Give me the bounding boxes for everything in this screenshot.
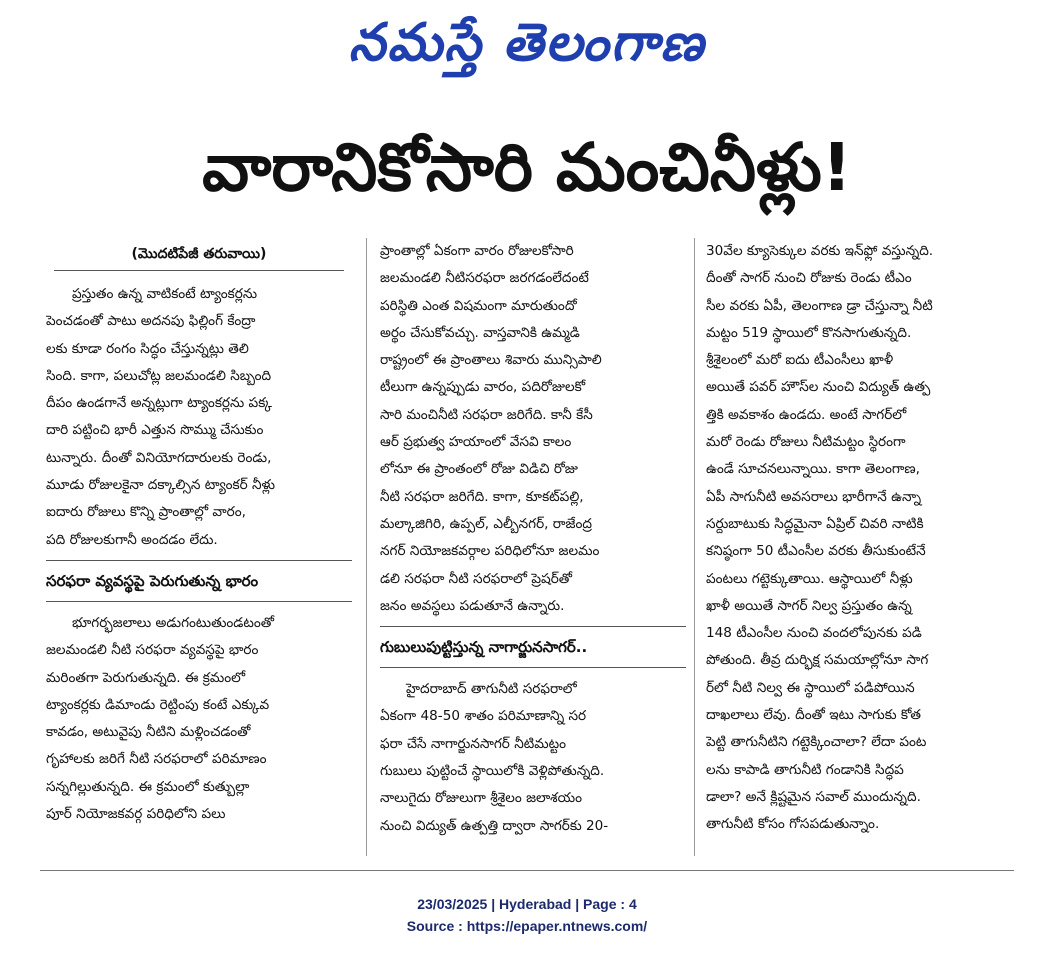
text-line: టీలుగా ఉన్నప్పుడు వారం, పదిరోజులకో xyxy=(380,379,586,396)
column1-paragraph-2 xyxy=(46,610,352,828)
footer-source-link[interactable]: Source : https://epaper.ntnews.com/ xyxy=(406,918,648,934)
text-line: ప్రస్తుతం ఉన్న వాటికంటే ట్యాంకర్లను xyxy=(72,286,258,302)
text-line: ఖాళీ అయితే సాగర్ నిల్వ ప్రస్తుతం ఉన్న xyxy=(706,597,912,614)
text-line: లోనూ ఈ ప్రాంతంలో రోజు విడిచి రోజు xyxy=(380,461,578,478)
text-line: జలమండలి నీటి సరఫరా వ్యవస్థపై భారం xyxy=(46,642,259,659)
text-line: పెంచడంతో పాటు అదనపు ఫిల్లింగ్ కేంద్రా xyxy=(46,313,256,330)
footer-edition-info: 23/03/2025 | Hyderabad | Page : 4 xyxy=(417,896,637,912)
text-line: త్తికి అవకాశం ఉండదు. అంటే సాగర్‌లో xyxy=(706,406,907,423)
text-line: నాలుగైదు రోజులుగా శ్రీశైలం జలాశయం xyxy=(380,790,582,807)
text-line: పంటలు గట్టెక్కుతాయి. ఆస్థాయిలో నీళ్లు xyxy=(706,570,913,587)
text-line: ట్యాంకర్లకు డిమాండు రెట్టింపు కంటే ఎక్కువ xyxy=(46,696,270,713)
text-line: లకు కూడా రంగం సిద్ధం చేస్తున్నట్లు తెలి xyxy=(46,340,249,357)
continuation-kicker: (మొదటిపేజీ తరువాయి) xyxy=(54,238,344,271)
text-line: తాగునీటి కోసం గోసపడుతున్నాం. xyxy=(706,816,880,833)
article-column-1 xyxy=(46,238,352,828)
text-line: ఫరా చేసే నాగార్జునసాగర్ నీటిమట్టం xyxy=(380,735,566,752)
text-line: డాలా? అనే క్లిష్టమైన సవాల్ ముందున్నది. xyxy=(706,788,921,805)
text-line: అయితే పవర్ హౌస్‌ల నుంచి విద్యుత్ ఉత్ప xyxy=(706,379,931,396)
column2-paragraph-2 xyxy=(380,676,686,840)
text-line: శ్రీశైలంలో మరో ఐదు టీఎంసీలు ఖాళీ xyxy=(706,352,894,369)
text-line: కావడం, అటువైపు నీటిని మళ్లించడంతో xyxy=(46,724,251,741)
text-line: జనం అవస్థలు పడుతూనే ఉన్నారు. xyxy=(380,597,565,614)
text-line: రాష్ట్రంలో ఈ ప్రాంతాలు శివారు మున్సిపాలి xyxy=(380,352,602,369)
text-line: ఐదారు రోజులు కొన్ని ప్రాంతాల్లో వారం, xyxy=(46,504,246,521)
text-line: సారి మంచినీటి సరఫరా జరిగేది. కానీ కేసీ xyxy=(380,406,593,423)
column3-paragraph-1 xyxy=(706,238,1010,839)
text-line: నగర్ నియోజకవర్గాల పరిధిలోనూ జలమం xyxy=(380,543,600,560)
text-line: పోతుంది. తీవ్ర దుర్భిక్ష సమయాల్లోనూ సాగ xyxy=(706,652,929,669)
article-column-3 xyxy=(706,238,1010,839)
text-line: ఆర్ ప్రభుత్వ హయాంలో వేసవి కాలం xyxy=(380,434,572,451)
text-line: డలి సరఫరా నీటి సరఫరాలో ప్రెషర్‌తో xyxy=(380,570,573,587)
column2-paragraph-1 xyxy=(380,238,686,620)
text-line: హైదరాబాద్ తాగునీటి సరఫరాలో xyxy=(406,681,577,698)
text-line: మట్టం 519 స్థాయిలో కొనసాగుతున్నది. xyxy=(706,324,912,341)
text-line: మల్కాజిగిరి, ఉప్పల్, ఎల్బీనగర్, రాజేంద్ర xyxy=(380,515,592,532)
text-line: సర్దుబాటుకు సిద్ధమైనా ఏప్రిల్ చివరి నాటికి xyxy=(706,515,924,532)
text-line: గృహాలకు జరిగే నీటి సరఫరాలో పరిమాణం xyxy=(46,751,267,768)
text-line: పరిస్థితి ఎంత విషమంగా మారుతుందో xyxy=(380,297,577,314)
text-line: ప్రాంతాల్లో ఏకంగా వారం రోజులకోసారి xyxy=(380,243,574,259)
text-line: దీపం ఉండగానే అన్నట్లుగా ట్యాంకర్లను పక్క xyxy=(46,395,272,412)
text-line: పెట్టి తాగునీటిని గట్టెక్కించాలా? లేదా పంట xyxy=(706,734,927,751)
text-line: మరో రెండు రోజులు నీటిమట్టం స్థిరంగా xyxy=(706,434,906,451)
text-line: నుంచి విద్యుత్ ఉత్పత్తి ద్వారా సాగర్‌కు 20- xyxy=(380,817,609,834)
text-line: 30వేల క్యూసెక్కుల వరకు ఇన్‌ఫ్లో వస్తున్నది. xyxy=(706,243,934,259)
text-line: లను కాపాడి తాగునీటి గండానికి సిద్ధప xyxy=(706,761,904,778)
text-line: దీంతో సాగర్ నుంచి రోజుకు రెండు టీఎం xyxy=(706,270,912,287)
text-line: పూర్ నియోజకవర్గ పరిధిలోని పలు xyxy=(46,806,226,823)
article-column-2 xyxy=(380,238,686,840)
text-line: కనిష్ఠంగా 50 టీఎంసీల వరకు తీసుకుంటేనే xyxy=(706,543,926,560)
text-line: నీటి సరఫరా జరిగేది. కాగా, కూకట్‌పల్లి, xyxy=(380,488,584,505)
text-line: 148 టీఎంసీల నుంచి వందలోపునకు పడి xyxy=(706,625,922,642)
column-divider xyxy=(694,238,695,856)
text-line: మరింతగా పెరుగుతున్నది. ఈ క్రమంలో xyxy=(46,669,246,686)
column1-paragraph-1 xyxy=(46,281,352,554)
text-line: జలమండలి నీటిసరఫరా జరగడంలేదంటే xyxy=(380,270,589,287)
text-line: ఉండే సూచనలున్నాయి. కాగా తెలంగాణ, xyxy=(706,461,920,478)
text-line: ఏపీ సాగునీటి అవసరాలు భారీగానే ఉన్నా xyxy=(706,488,922,505)
text-line: సింది. కాగా, పలుచోట్ల జలమండలి సిబ్బంది xyxy=(46,367,272,384)
text-line: సన్నగిల్లుతున్నది. ఈ క్రమంలో కుత్బుల్లా xyxy=(46,778,250,795)
text-line: పది రోజులకుగానీ అందడం లేదు. xyxy=(46,531,218,548)
text-line: దారి పట్టించి భారీ ఎత్తున సొమ్ము చేసుకుం xyxy=(46,422,264,439)
section-subheading: గుబులుపుట్టిస్తున్న నాగార్జునసాగర్.. xyxy=(380,626,686,668)
text-line: ఏకంగా 48-50 శాతం పరిమాణాన్ని సర xyxy=(380,708,587,725)
text-line: గుబులు పుట్టించే స్థాయిలోకి వెళ్లిపోతున్నది. xyxy=(380,763,605,780)
text-line: అర్థం చేసుకోవచ్చు. వాస్తవానికి ఉమ్మడి xyxy=(380,324,580,341)
text-line: దాఖలాలు లేవు. దీంతో ఇటు సాగుకు కోత xyxy=(706,707,921,724)
section-subheading: సరఫరా వ్యవస్థపై పెరుగుతున్న భారం xyxy=(46,560,352,602)
footer-divider xyxy=(40,870,1014,871)
text-line: మూడు రోజులకైనా దక్కాల్సిన ట్యాంకర్ నీళ్లు xyxy=(46,477,276,494)
text-line: భూగర్భజలాలు అడుగంటుతుండటంతో xyxy=(72,614,275,631)
newspaper-masthead: నమస్తే తెలంగాణ xyxy=(348,12,706,73)
text-line: సీల వరకు ఏపీ, తెలంగాణ డ్రా చేస్తున్నా నీటి xyxy=(706,297,933,314)
text-line: టున్నారు. దీంతో వినియోగదారులకు రెండు, xyxy=(46,449,272,466)
article-headline: వారానికోసారి మంచినీళ్లు! xyxy=(202,129,852,206)
text-line: ర్‌లో నీటి నిల్వ ఈ స్థాయిలో పడిపోయిన xyxy=(706,679,915,696)
column-divider xyxy=(366,238,367,856)
